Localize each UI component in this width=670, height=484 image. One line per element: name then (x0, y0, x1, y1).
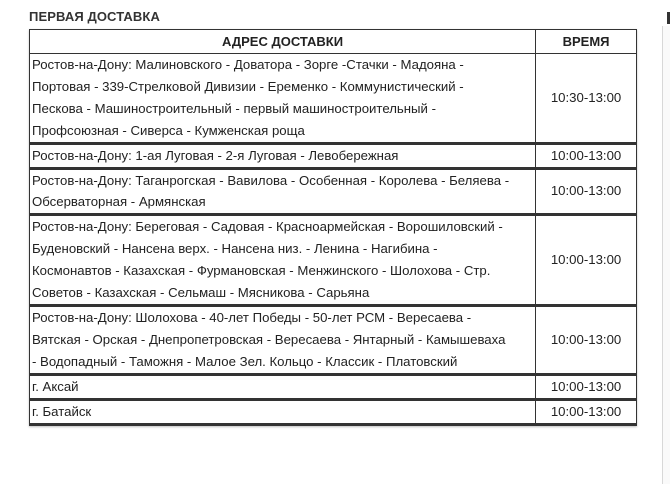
table-row (30, 399, 637, 424)
table-header-row (30, 30, 637, 54)
table-row (30, 143, 637, 168)
address-line: Советов - Казахская - Сельмаш - Мясникова - Сарьяна (32, 285, 370, 301)
address-line: Космонавтов - Казахская - Фурмановская - Менжинского - Шолохова - Стр. (32, 263, 491, 279)
address-cell (30, 168, 536, 215)
time-cell: 10:00-13:00 (536, 215, 637, 306)
address-column-header: АДРЕС ДОСТАВКИ (30, 30, 536, 54)
address-line: Ростов-на-Дону: 1-ая Луговая - 2-я Луговая - Левобережная (32, 147, 399, 163)
delivery-schedule-table (29, 29, 637, 426)
address-line: г. Аксай (32, 378, 79, 394)
time-cell: 10:00-13:00 (536, 399, 637, 424)
address-cell (30, 305, 536, 374)
time-cell: 10:00-13:00 (536, 168, 637, 215)
address-cell (30, 54, 536, 144)
address-line: Ростов-на-Дону: Малиновского - Доватора - Зорге -Стачки - Мадояна - (32, 57, 464, 72)
adjacent-column-border (662, 26, 670, 484)
table-row (30, 305, 637, 374)
address-line: - Водопадный - Таможня - Малое Зел. Кольцо - Классик - Платовский (32, 353, 458, 369)
section-title: ПЕРВАЯ ДОСТАВКА (29, 9, 160, 24)
address-line: г. Батайск (32, 403, 92, 419)
time-cell: 10:00-13:00 (536, 143, 637, 168)
time-cell: 10:00-13:00 (536, 305, 637, 374)
time-column-header: ВРЕМЯ (536, 30, 637, 54)
address-line: Обсерваторная - Армянская (32, 194, 206, 210)
address-cell (30, 399, 536, 424)
time-cell: 10:00-13:00 (536, 374, 637, 399)
time-cell: 10:30-13:00 (536, 54, 637, 144)
address-line: Ростов-на-Дону: Береговая - Садовая - Красноармейская - Ворошиловский - (32, 219, 503, 235)
table-row (30, 374, 637, 399)
address-cell (30, 374, 536, 399)
address-line: Буденовский - Нансена верх. - Нансена низ. - Ленина - Нагибина - (32, 241, 438, 257)
table-row (30, 168, 637, 215)
address-line: Ростов-на-Дону: Шолохова - 40-лет Победы - 50-лет РСМ - Вересаева - (32, 309, 472, 325)
address-cell (30, 143, 536, 168)
address-cell (30, 215, 536, 306)
address-line: Вятская - Орская - Днепропетровская - Вересаева - Янтарный - Камышеваха (32, 331, 506, 347)
table-row (30, 215, 637, 306)
address-line: Портовая - 339-Стрелковой Дивизии - Еременко - Коммунистический - (32, 78, 464, 94)
address-line: Ростов-на-Дону: Таганрогская - Вавилова - Особенная - Королева - Беляева - (32, 172, 510, 188)
table-row (30, 54, 637, 144)
address-line: Профсоюзная - Сиверса - Кумженская роща (32, 122, 305, 138)
address-line: Пескова - Машиностроительный - первый машиностроительный - (32, 100, 436, 116)
